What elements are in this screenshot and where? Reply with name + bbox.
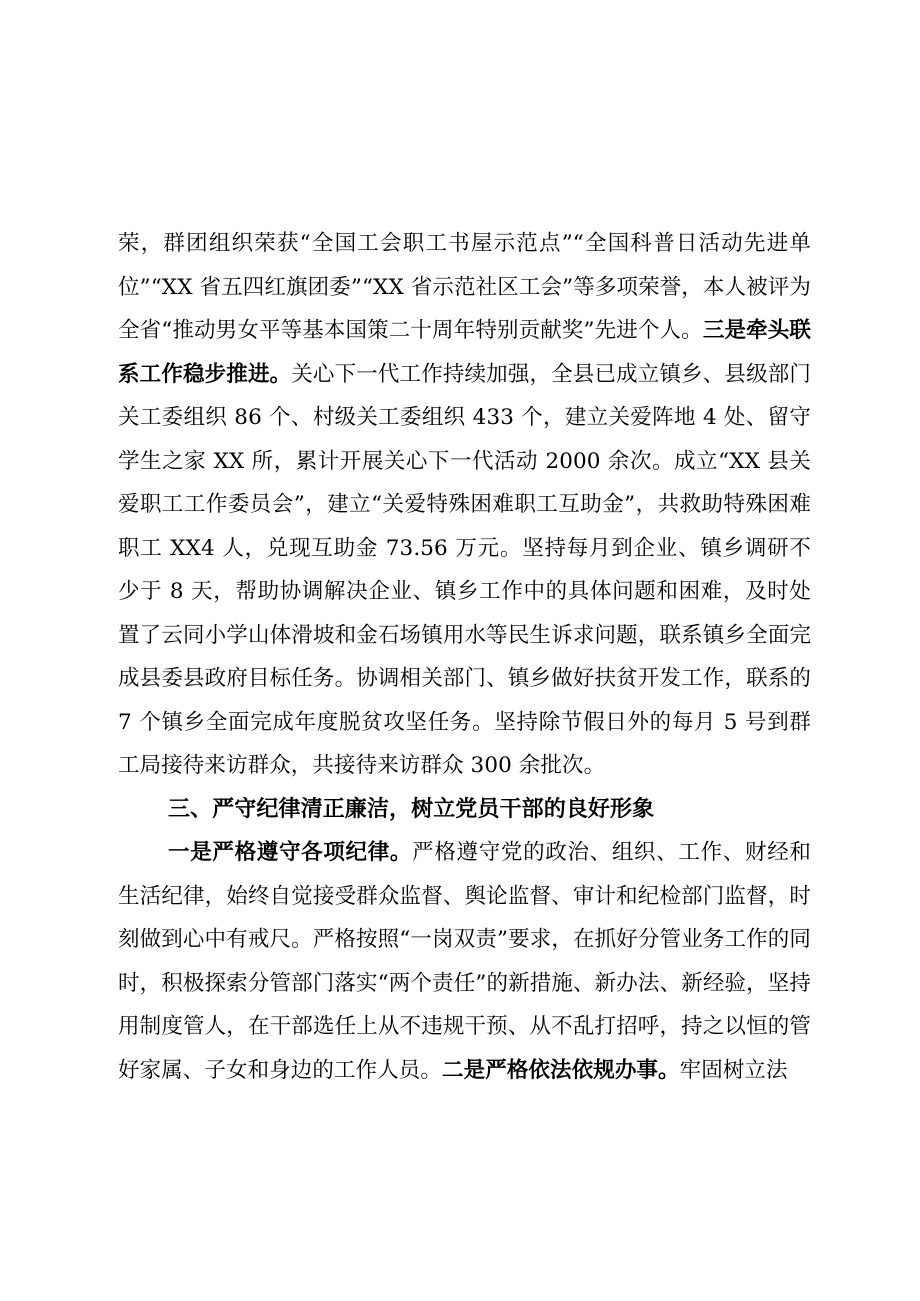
body-text-run: 关心下一代工作持续加强，全县已成立镇乡、县级部门关工委组织 86 个、村级关工委组织 433 个，建立关爱阵地 4 处、留守学生之家 XX 所，累计开展关心下一代活动 2000 余次。成立“XX 县关爱职工工作委员会”，建立“关爱特殊困难职工互助金”，共救助特殊困难职工 XX4 人，兑现互助金 73.56 万元。坚持每月到企业、镇乡调研不少于 8 天，帮助协调解决企业、镇乡工作中的具体问题和困难，及时处置了云同小学山体滑坡和金石场镇用水等民生诉求问题，联系镇乡全面完成县委县政府目标任务。协调相关部门、镇乡做好扶贫开发工作，联系的 7 个镇乡全面完成年度脱贫攻坚任务。坚持除节假日外的每月 5 号到群工局接待来访群众，共接待来访群众 300 余批次。	[118, 361, 811, 778]
body-text-run: 牢固树立法	[679, 1057, 788, 1083]
body-text-run: 荣，群团组织荣获“全国工会职工书屋示范点”“全国科普日活动先进单位”“XX 省五四红旗团委”“XX 省示范社区工会”等多项荣誉，本人被评为全省“推动男女平等基本国策二十周年特别贡献奖”先进个人。	[118, 231, 811, 343]
document-body	[118, 222, 811, 1092]
body-text-run: 严格遵守党的政治、组织、工作、财经和生活纪律，始终自觉接受群众监督、舆论监督、审计和纪检部门监督，时刻做到心中有戒尺。严格按照“一岗双责”要求，在抓好分管业务工作的同时，积极探索分管部门落实“两个责任”的新措施、新办法、新经验，坚持用制度管人，在干部选任上从不违规干预、从不乱打招呼，持之以恒的管好家属、子女和身边的工作人员。	[118, 840, 811, 1083]
bold-lead-in-third-item: 三是牵头联系工作稳步推进。	[118, 318, 811, 387]
section-heading: 三、严守纪律清正廉洁，树立党员干部的良好形象	[168, 796, 655, 822]
bold-lead-in-second-item: 二是严格依法依规办事。	[442, 1057, 680, 1083]
paragraph-continuation	[118, 222, 811, 788]
bold-lead-in-first-item: 一是严格遵守各项纪律。	[168, 840, 413, 865]
paragraph-discipline	[118, 831, 811, 1092]
